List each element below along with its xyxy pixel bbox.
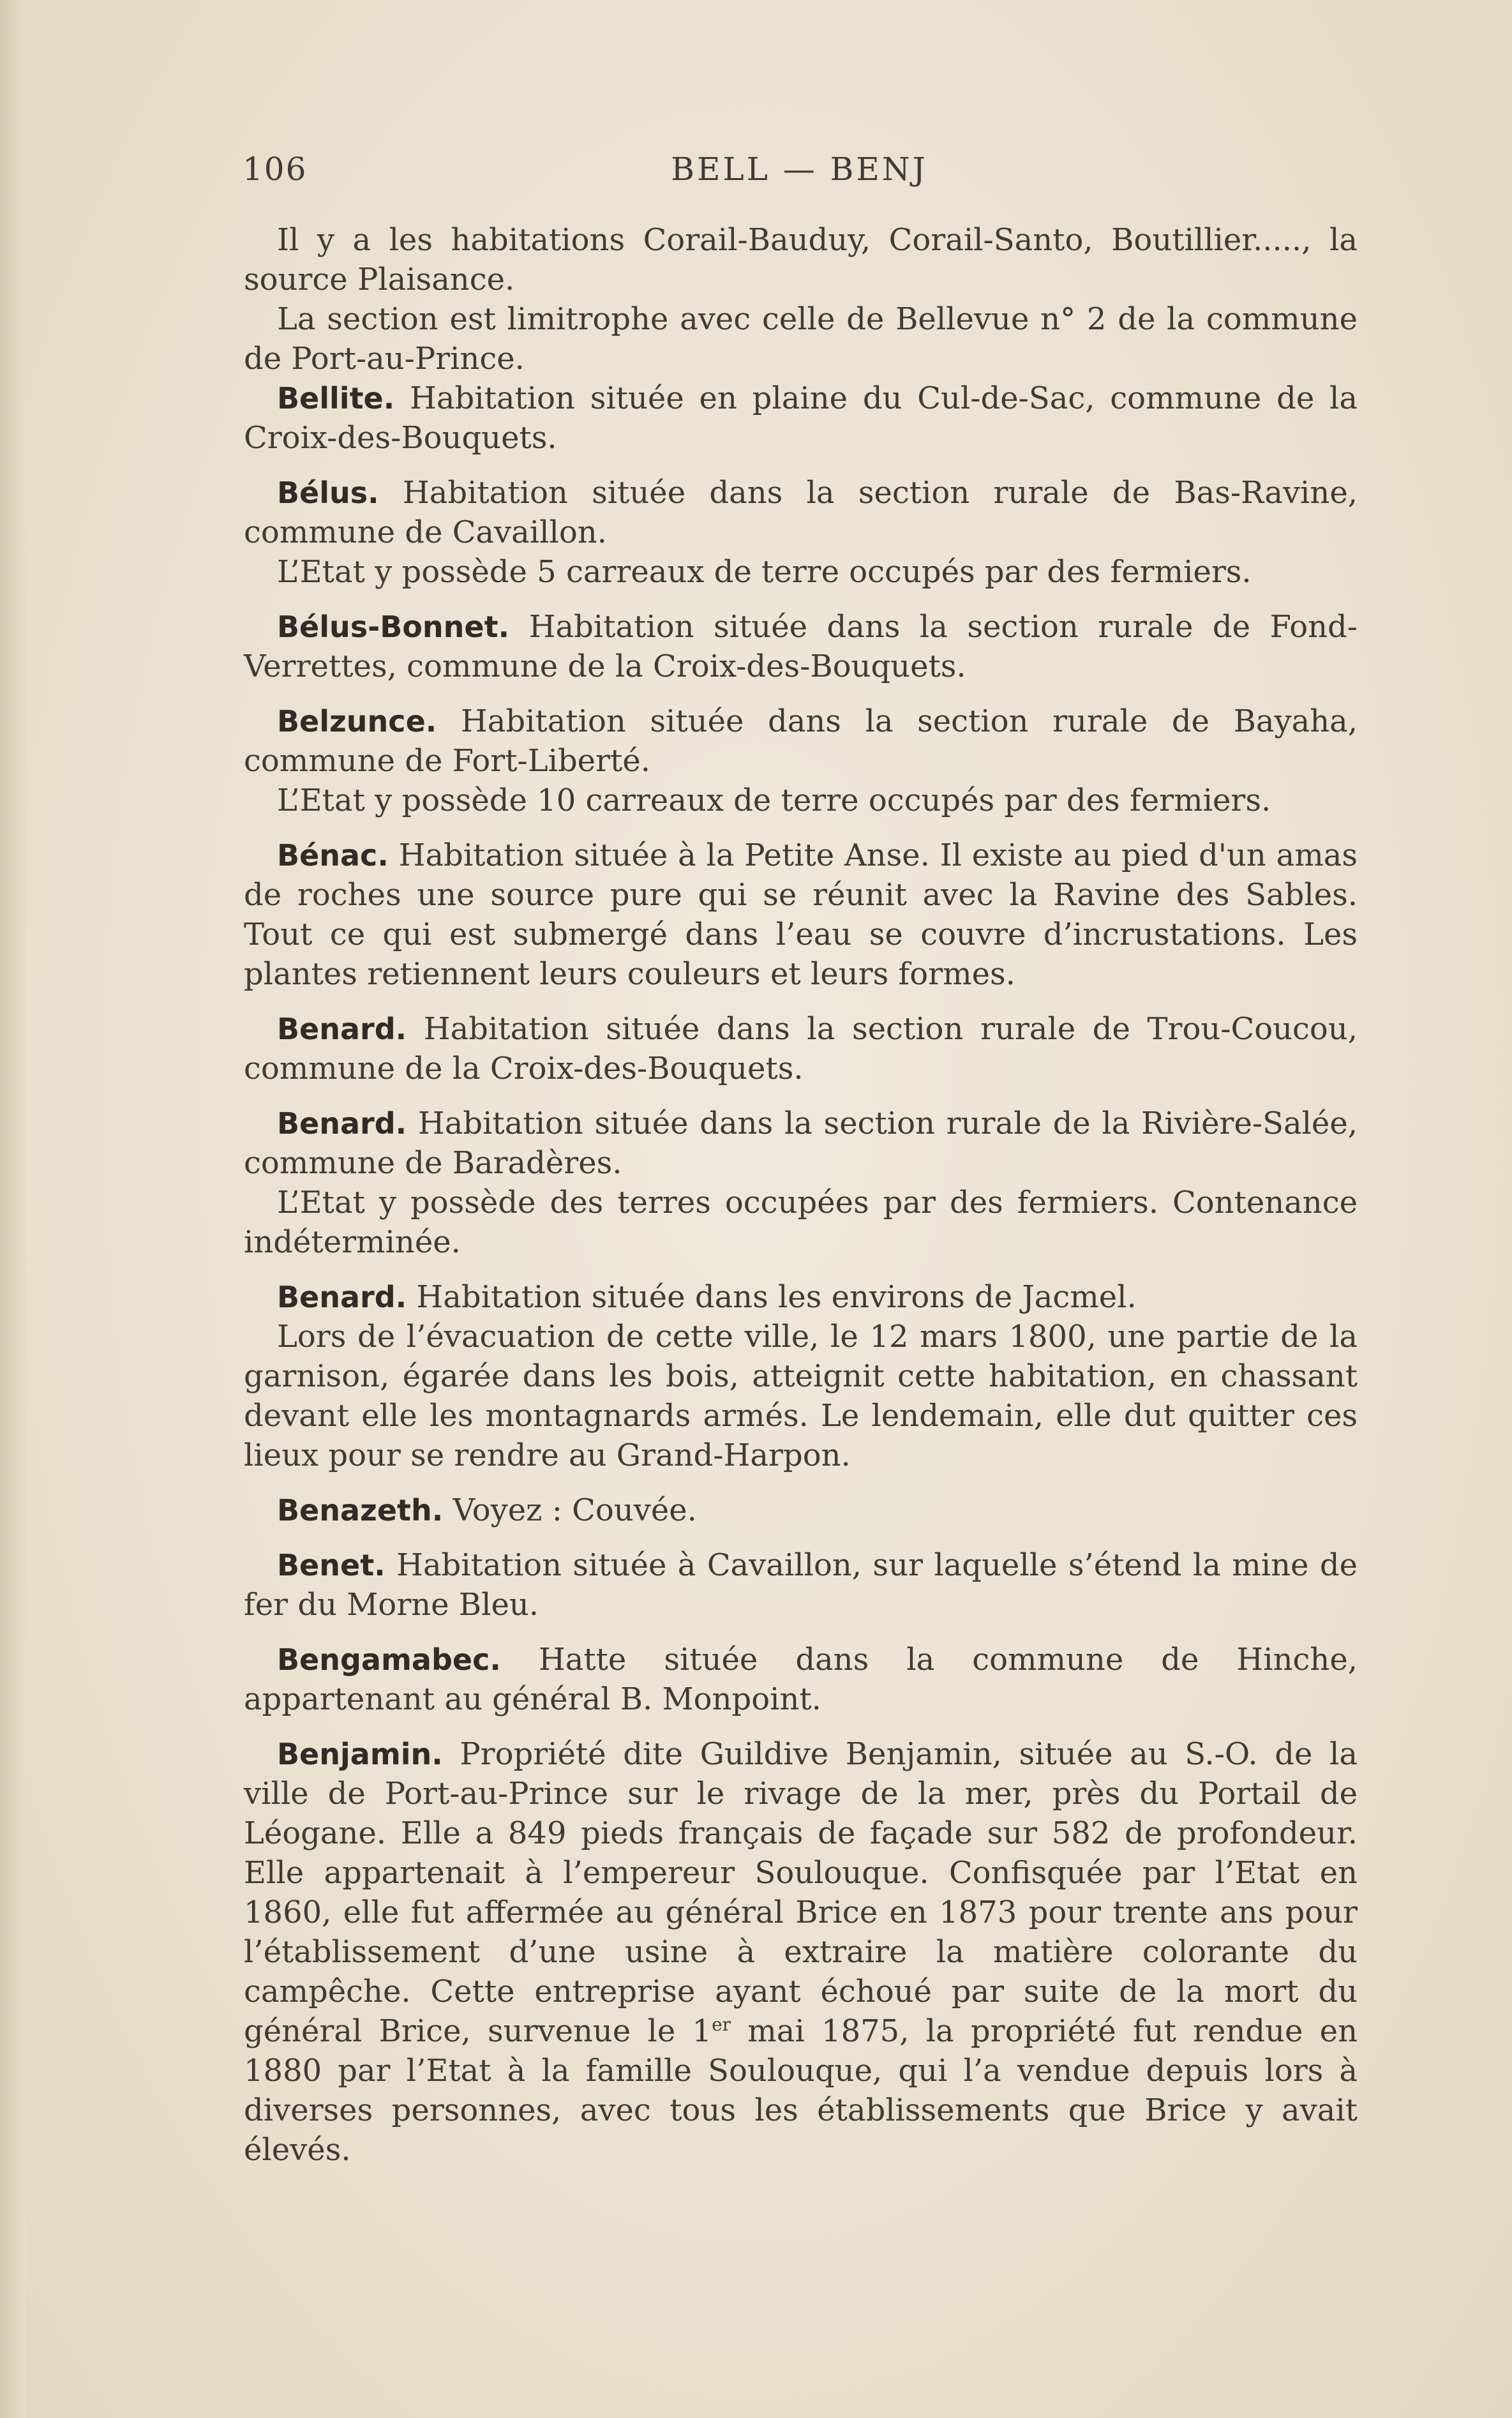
page-content bbox=[244, 220, 1358, 2170]
dictionary-entry bbox=[244, 836, 1358, 994]
entry-body: Habitation située à la Petite Anse. Il existe au pied d'un amas de roches une source pure qui se réunit avec la Ravine des Sables. Tout ce qui est submergé dans l’eau se couvre d’incrustations. Les plantes retiennent leurs couleurs et leurs formes. bbox=[244, 837, 1358, 992]
entry-term: Benazeth. bbox=[277, 1493, 444, 1528]
entry-body-part2: mai 1875, la propriété fut rendue en 1880 par l’Etat à la famille Soulouque, qui l’a vendue depuis lors à diverses personnes, avec tous les établissements que Brice y avait élevés. bbox=[244, 2013, 1358, 2168]
entry-text bbox=[244, 607, 1358, 686]
entry-text bbox=[244, 1545, 1358, 1625]
entry-body: Habitation située dans la section rurale de Bas-Ravine, commune de Cavaillon. bbox=[244, 475, 1358, 550]
entry-text bbox=[244, 1491, 1358, 1530]
entry-body: Habitation située à Cavaillon, sur laquelle s’étend la mine de fer du Morne Bleu. bbox=[244, 1547, 1358, 1623]
entries-list bbox=[244, 379, 1358, 1719]
entry-text bbox=[244, 1734, 1358, 2170]
entry-extra-paragraph: Lors de l’évacuation de cette ville, le 12 mars 1800, une partie de la garnison, égarée dans les bois, atteignit cette habitation, en chassant devant elle les montagnards armés. Le lendemain, elle dut quitter ces lieux pour se rendre au Grand-Harpon. bbox=[244, 1319, 1358, 1473]
running-head: BELL — BENJ bbox=[671, 151, 928, 188]
dictionary-entry bbox=[244, 379, 1358, 458]
dictionary-entry bbox=[244, 607, 1358, 686]
entry-text bbox=[244, 1640, 1358, 1719]
entry-benjamin bbox=[244, 1734, 1358, 2170]
page-spine-shadow bbox=[0, 0, 26, 2418]
entry-term: Bénac. bbox=[277, 838, 389, 873]
entry-term: Bengamabec. bbox=[277, 1642, 501, 1677]
dictionary-entry bbox=[244, 1277, 1358, 1475]
page-number: 106 bbox=[243, 151, 308, 188]
entry-text bbox=[244, 379, 1358, 458]
dictionary-entry bbox=[244, 1491, 1358, 1530]
entry-extra-paragraph: L’Etat y possède 5 carreaux de terre occupés par des fermiers. bbox=[277, 554, 1252, 590]
entry-text bbox=[244, 702, 1358, 781]
entry-body: Habitation située en plaine du Cul-de-Sac, commune de la Croix-des-Bouquets. bbox=[244, 380, 1358, 456]
dictionary-entry bbox=[244, 1009, 1358, 1088]
superscript-er: er bbox=[712, 2014, 731, 2035]
intro-paragraph: La section est limitrophe avec celle de Bellevue n° 2 de la commune de Port-au-Prince. bbox=[244, 301, 1358, 377]
entry-text bbox=[244, 836, 1358, 994]
entry-text bbox=[244, 1277, 1358, 1317]
entry-term: Bélus-Bonnet. bbox=[277, 610, 510, 644]
entry-body: Habitation située dans la section rurale de Fond-Verrettes, commune de la Croix-des-Bouquets. bbox=[244, 609, 1358, 684]
page-header bbox=[243, 151, 1356, 195]
entry-term: Benard. bbox=[277, 1012, 407, 1046]
entry-term: Benard. bbox=[277, 1106, 407, 1141]
entry-term: Bélus. bbox=[277, 476, 379, 510]
entry-extra-paragraph: L’Etat y possède des terres occupées par des fermiers. Contenance indéterminée. bbox=[244, 1185, 1358, 1260]
entry-term: Benet. bbox=[277, 1548, 385, 1582]
entry-extra-paragraph: L’Etat y possède 10 carreaux de terre occupés par des fermiers. bbox=[277, 783, 1271, 818]
entry-body: Habitation située dans la section rurale de Trou-Coucou, commune de la Croix-des-Bouquets. bbox=[244, 1011, 1358, 1086]
dictionary-entry bbox=[244, 1545, 1358, 1625]
dictionary-entry bbox=[244, 702, 1358, 820]
entry-body: Voyez : Couvée. bbox=[453, 1492, 697, 1528]
entry-body: Habitation située dans la section rurale de Bayaha, commune de Fort-Liberté. bbox=[244, 703, 1358, 779]
entry-body-part1: Propriété dite Guildive Benjamin, située au S.-O. de la ville de Port-au-Prince sur le rivage de la mer, près du Portail de Léogane. Elle a 849 pieds français de façade sur 582 de profondeur. Elle appartenait à l’empereur Soulouque. Confisquée par l’Etat en 1860, elle fut affermée au général Brice en 1873 pour trente ans pour l’établissement d’une usine à extraire la matière colorante du campêche. Cette entreprise ayant échoué par suite de la mort du général Brice, survenue le 1 bbox=[244, 1736, 1358, 2049]
dictionary-entry bbox=[244, 1640, 1358, 1719]
entry-text bbox=[244, 1104, 1358, 1183]
intro-paragraph: Il y a les habitations Corail-Bauduy, Corail-Santo, Boutillier....., la source Plaisance. bbox=[244, 222, 1358, 297]
entry-term: Bellite. bbox=[277, 381, 395, 416]
entry-term: Benard. bbox=[277, 1280, 407, 1314]
entry-text bbox=[244, 473, 1358, 552]
entry-body: Hatte située dans la commune de Hinche, appartenant au général B. Monpoint. bbox=[244, 1642, 1358, 1717]
entry-term: Benjamin. bbox=[277, 1737, 443, 1771]
dictionary-entry bbox=[244, 473, 1358, 592]
dictionary-entry bbox=[244, 1104, 1358, 1262]
entry-body: Habitation située dans les environs de Jacmel. bbox=[416, 1279, 1137, 1315]
entry-body: Habitation située dans la section rurale de la Rivière-Salée, commune de Baradères. bbox=[244, 1106, 1358, 1181]
entry-term: Belzunce. bbox=[277, 704, 437, 739]
entry-text bbox=[244, 1009, 1358, 1088]
